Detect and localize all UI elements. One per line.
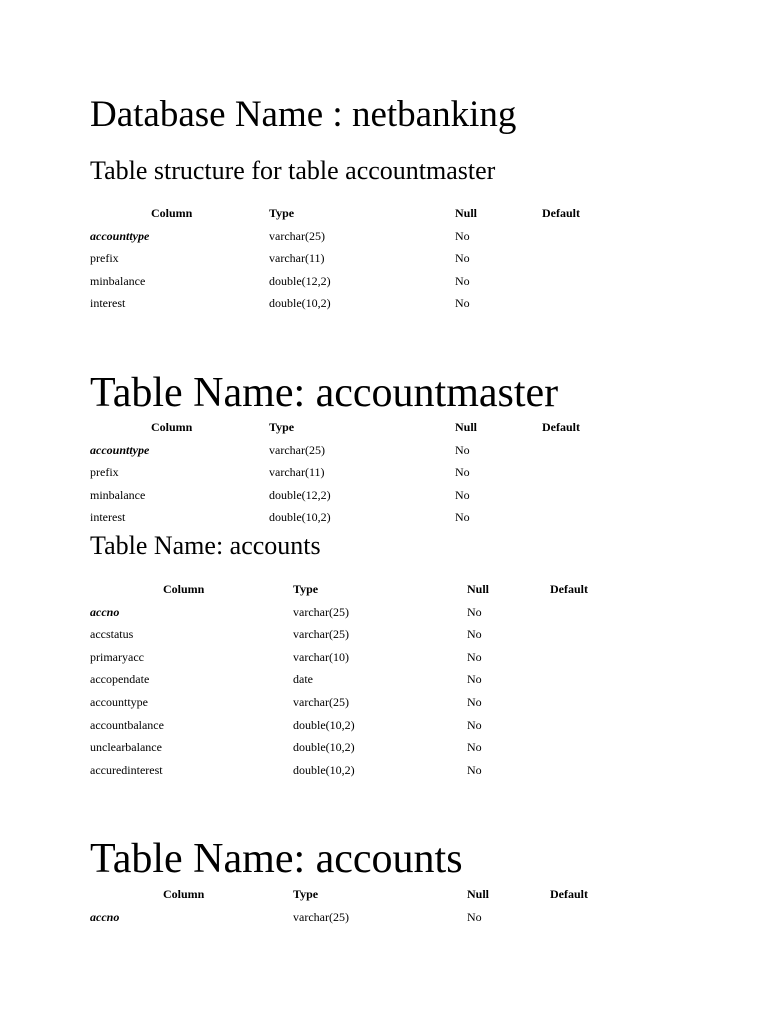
header-type: Type	[269, 206, 295, 220]
header-default: Default	[550, 887, 588, 901]
cell-column: accounttype	[90, 442, 150, 457]
table-row	[90, 650, 650, 673]
table-name-title: Table Name: accountmaster	[90, 370, 559, 416]
cell-type: date	[293, 672, 313, 687]
cell-type: double(10,2)	[293, 762, 355, 777]
header-type: Type	[293, 582, 319, 596]
cell-null: No	[467, 627, 482, 642]
cell-column: minbalance	[90, 273, 146, 288]
cell-column: accounttype	[90, 694, 148, 709]
cell-column: accounttype	[90, 228, 150, 243]
table-row	[90, 488, 610, 511]
cell-null: No	[455, 273, 470, 288]
cell-null: No	[467, 762, 482, 777]
header-default: Default	[542, 420, 580, 434]
header-type: Type	[293, 887, 319, 901]
cell-null: No	[455, 465, 470, 480]
cell-null: No	[455, 487, 470, 502]
cell-type: varchar(25)	[293, 909, 349, 924]
cell-column: primaryacc	[90, 649, 144, 664]
header-null: Null	[467, 887, 490, 901]
cell-column: accno	[90, 909, 120, 924]
cell-null: No	[455, 510, 470, 525]
structure-title: Table structure for table accountmaster	[90, 156, 496, 185]
cell-column: accountbalance	[90, 717, 164, 732]
table-row	[90, 605, 650, 628]
header-column: Column	[163, 887, 205, 901]
cell-null: No	[455, 251, 470, 266]
table-name-title: Table Name: accounts	[90, 531, 321, 560]
cell-type: varchar(11)	[269, 465, 325, 480]
cell-null: No	[467, 672, 482, 687]
cell-type: varchar(25)	[269, 442, 325, 457]
cell-null: No	[455, 296, 470, 311]
cell-type: varchar(25)	[293, 694, 349, 709]
table-row	[90, 229, 610, 252]
table-row	[90, 740, 650, 763]
table-header-row	[90, 206, 610, 229]
table-row	[90, 672, 650, 695]
cell-null: No	[467, 604, 482, 619]
cell-column: unclearbalance	[90, 740, 162, 755]
table-row	[90, 443, 610, 466]
database-title: Database Name : netbanking	[90, 94, 517, 135]
cell-type: double(12,2)	[269, 487, 331, 502]
table-row	[90, 627, 650, 650]
header-null: Null	[467, 582, 490, 596]
table-header-row	[90, 582, 650, 605]
header-column: Column	[151, 206, 193, 220]
cell-type: varchar(10)	[293, 649, 349, 664]
table-row	[90, 718, 650, 741]
table-accountmaster	[90, 420, 610, 533]
cell-type: double(10,2)	[269, 510, 331, 525]
table-accounts-repeat	[90, 887, 650, 932]
table-name-title: Table Name: accounts	[90, 836, 463, 882]
cell-null: No	[467, 740, 482, 755]
cell-type: varchar(25)	[269, 228, 325, 243]
cell-null: No	[455, 442, 470, 457]
cell-type: double(10,2)	[293, 740, 355, 755]
header-column: Column	[163, 582, 205, 596]
cell-column: interest	[90, 510, 126, 525]
table-row	[90, 910, 650, 933]
cell-type: double(12,2)	[269, 273, 331, 288]
header-default: Default	[542, 206, 580, 220]
cell-type: double(10,2)	[293, 717, 355, 732]
cell-type: double(10,2)	[269, 296, 331, 311]
cell-column: accuredinterest	[90, 762, 163, 777]
cell-column: prefix	[90, 465, 119, 480]
cell-column: minbalance	[90, 487, 146, 502]
table-row	[90, 251, 610, 274]
table-row	[90, 465, 610, 488]
cell-type: varchar(25)	[293, 627, 349, 642]
header-default: Default	[550, 582, 588, 596]
cell-column: prefix	[90, 251, 119, 266]
table-accountmaster-structure	[90, 206, 610, 319]
cell-null: No	[455, 228, 470, 243]
table-accounts	[90, 582, 650, 785]
cell-null: No	[467, 649, 482, 664]
cell-null: No	[467, 909, 482, 924]
table-row	[90, 296, 610, 319]
table-row	[90, 763, 650, 786]
cell-type: varchar(11)	[269, 251, 325, 266]
cell-null: No	[467, 694, 482, 709]
header-column: Column	[151, 420, 193, 434]
cell-type: varchar(25)	[293, 604, 349, 619]
cell-column: accstatus	[90, 627, 134, 642]
table-row	[90, 695, 650, 718]
header-type: Type	[269, 420, 295, 434]
header-null: Null	[455, 206, 478, 220]
cell-column: accopendate	[90, 672, 150, 687]
cell-column: accno	[90, 604, 120, 619]
header-null: Null	[455, 420, 478, 434]
table-row	[90, 274, 610, 297]
table-header-row	[90, 887, 650, 910]
table-header-row	[90, 420, 610, 443]
cell-null: No	[467, 717, 482, 732]
cell-column: interest	[90, 296, 126, 311]
